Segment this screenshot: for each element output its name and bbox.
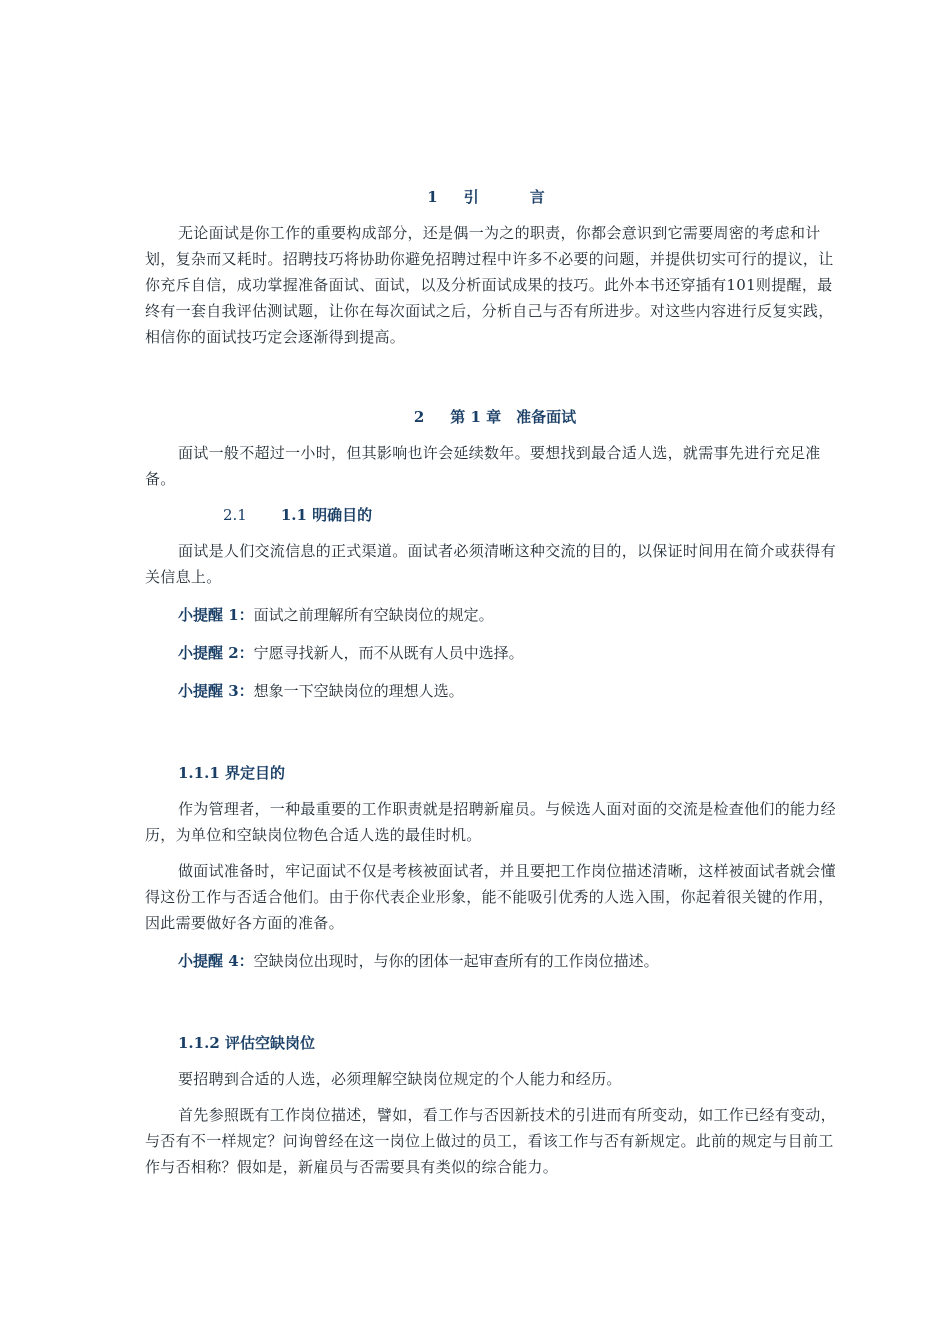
heading-number: 2.1 xyxy=(223,506,247,524)
heading-intro xyxy=(145,184,845,210)
section-1-1-2-paragraph-1: 要招聘到合适的人选，必须理解空缺岗位规定的个人能力和经历。 xyxy=(178,1070,622,1088)
section-1-1-1-paragraph-1: 作为管理者，一种最重要的工作职责就是招聘新雇员。与候选人面对面的交流是检查他们的能力经历，为单位和空缺岗位物色合适人选的最佳时机。 xyxy=(145,800,836,844)
tip-label: 小提醒 4： xyxy=(178,952,254,970)
heading-title: 引 言 xyxy=(463,188,563,206)
intro-paragraph: 无论面试是你工作的重要构成部分，还是偶一为之的职责，你都会意识到它需要周密的考虑和计划，复杂而又耗时。招聘技巧将协助你避免招聘过程中许多不必要的问题，并提供切实可行的提议，让你充斥自信，成功掌握准备面试、面试，以及分析面试成果的技巧。此外本书还穿插有101则提醒，最终有一套自我评估测试题，让你在每次面试之后，分析自己与否有所进步。对这些内容进行反复实践，相信你的面试技巧定会逐渐得到提高。 xyxy=(145,224,834,346)
tip-text: 面试之前理解所有空缺岗位的规定。 xyxy=(253,606,494,624)
tip-2 xyxy=(145,640,845,666)
tip-text: 空缺岗位出现时，与你的团体一起审查所有的工作岗位描述。 xyxy=(253,952,659,970)
tip-text: 想象一下空缺岗位的理想人选。 xyxy=(253,682,464,700)
tip-1 xyxy=(145,602,845,628)
tip-label: 小提醒 3： xyxy=(178,682,254,700)
chapter-1-paragraph: 面试一般不超过一小时，但其影响也许会延续数年。要想找到最合适人选，就需事先进行充足准备。 xyxy=(145,444,821,488)
tip-3 xyxy=(145,678,845,704)
tip-4 xyxy=(145,948,845,974)
section-1-1-2-paragraph-2: 首先参照既有工作岗位描述，譬如，看工作与否因新技术的引进而有所变动，如工作已经有变动，与否有不一样规定？问询曾经在这一岗位上做过的员工，看该工作与否有新规定。此前的规定与目前工作与否相称？假如是，新雇员与否需要具有类似的综合能力。 xyxy=(145,1106,836,1176)
heading-number: 2 xyxy=(413,408,425,426)
heading-section-1-1 xyxy=(145,502,845,528)
tip-label: 小提醒 1： xyxy=(178,606,254,624)
heading-number: 1 xyxy=(427,188,438,206)
document-body xyxy=(145,184,845,1180)
section-1-1-paragraph: 面试是人们交流信息的正式渠道。面试者必须清晰这种交流的目的，以保证时间用在简介或获得有关信息上。 xyxy=(145,542,836,586)
heading-section-1-1-1: 1.1.1 界定目的 xyxy=(178,764,285,782)
section-1-1-1-paragraph-2: 做面试准备时，牢记面试不仅是考核被面试者，并且要把工作岗位描述清晰，这样被面试者就会懂得这份工作与否适合他们。由于你代表企业形象，能不能吸引优秀的人选入围，你起着很关键的作用，因此需要做好各方面的准备。 xyxy=(145,862,836,932)
tip-text: 宁愿寻找新人，而不从既有人员中选择。 xyxy=(253,644,524,662)
heading-title: 1.1 明确目的 xyxy=(280,506,373,524)
heading-chapter-1 xyxy=(145,404,845,430)
heading-section-1-1-2: 1.1.2 评估空缺岗位 xyxy=(178,1034,315,1052)
heading-title: 第 1 章 准备面试 xyxy=(450,408,577,426)
tip-label: 小提醒 2： xyxy=(178,644,254,662)
